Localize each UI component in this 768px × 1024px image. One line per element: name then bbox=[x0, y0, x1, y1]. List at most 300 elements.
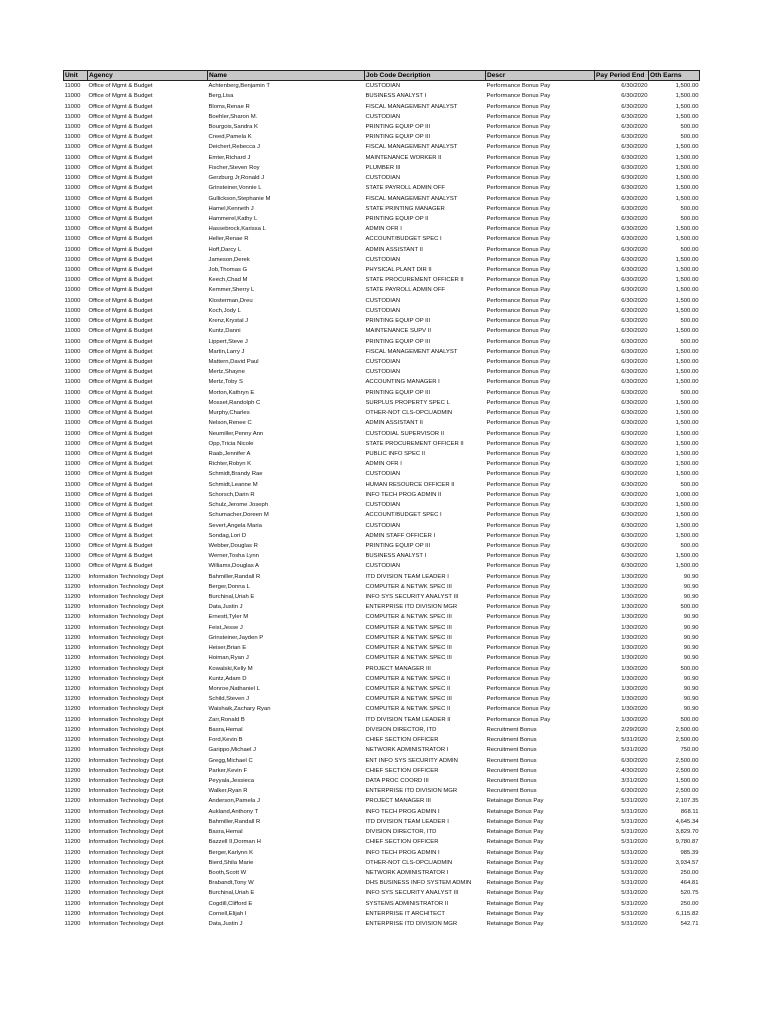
agency-cell[interactable]: Information Technology Dept bbox=[88, 604, 164, 611]
unit-cell[interactable]: 11000 bbox=[64, 215, 81, 222]
pay-period-end-cell[interactable]: 6/30/2020 bbox=[621, 267, 648, 274]
job-code-cell[interactable]: CUSTODIAN bbox=[365, 307, 401, 314]
unit-cell[interactable]: 11000 bbox=[64, 461, 81, 468]
pay-period-end-cell[interactable]: 3/31/2020 bbox=[621, 777, 648, 784]
name-cell[interactable]: Kowalski,Kelly M bbox=[208, 665, 253, 672]
descr-cell[interactable]: Performance Bonus Pay bbox=[486, 430, 551, 437]
descr-cell[interactable]: Performance Bonus Pay bbox=[486, 154, 551, 161]
name-cell[interactable]: Fischer,Steven Roy bbox=[208, 164, 260, 171]
oth-earns-cell[interactable]: 4,645.34 bbox=[675, 818, 699, 825]
agency-cell[interactable]: Office of Mgmt & Budget bbox=[88, 307, 153, 314]
name-cell[interactable]: Berg,Lisa bbox=[208, 93, 234, 100]
job-code-cell[interactable]: CUSTODIAN bbox=[365, 369, 401, 376]
job-code-cell[interactable]: CUSTODIAN bbox=[365, 359, 401, 366]
oth-earns-cell[interactable]: 1,500.00 bbox=[675, 379, 699, 386]
unit-cell[interactable]: 11000 bbox=[64, 410, 81, 417]
agency-cell[interactable]: Office of Mgmt & Budget bbox=[88, 389, 153, 396]
name-cell[interactable]: Aukland,Anthony T bbox=[208, 808, 259, 815]
descr-cell[interactable]: Performance Bonus Pay bbox=[486, 634, 551, 641]
unit-cell[interactable]: 11000 bbox=[64, 328, 81, 335]
agency-cell[interactable]: Information Technology Dept bbox=[88, 716, 164, 723]
unit-cell[interactable]: 11200 bbox=[64, 655, 81, 662]
pay-period-end-cell[interactable]: 5/31/2020 bbox=[621, 921, 648, 928]
name-cell[interactable]: Bourgois,Sandra K bbox=[208, 123, 258, 130]
job-code-cell[interactable]: COMPUTER & NETWK SPEC II bbox=[365, 675, 451, 682]
agency-cell[interactable]: Information Technology Dept bbox=[88, 675, 164, 682]
agency-cell[interactable]: Office of Mgmt & Budget bbox=[88, 369, 153, 376]
oth-earns-cell[interactable]: 90.90 bbox=[683, 696, 699, 703]
name-cell[interactable]: Cogdill,Clifford E bbox=[208, 900, 253, 907]
oth-earns-cell[interactable]: 90.90 bbox=[683, 594, 699, 601]
descr-cell[interactable]: Performance Bonus Pay bbox=[486, 175, 551, 182]
oth-earns-cell[interactable]: 1,500.00 bbox=[675, 471, 699, 478]
pay-period-end-cell[interactable]: 1/30/2020 bbox=[621, 706, 648, 713]
oth-earns-cell[interactable]: 90.90 bbox=[683, 573, 699, 580]
pay-period-end-cell[interactable]: 1/30/2020 bbox=[621, 645, 648, 652]
job-code-cell[interactable]: ADMIN OFR I bbox=[365, 461, 402, 468]
pay-period-end-cell[interactable]: 5/31/2020 bbox=[621, 829, 648, 836]
job-code-cell[interactable]: ADMIN OFR I bbox=[365, 226, 402, 233]
oth-earns-cell[interactable]: 2,500.00 bbox=[675, 757, 699, 764]
unit-cell[interactable]: 11000 bbox=[64, 307, 81, 314]
unit-cell[interactable]: 11200 bbox=[64, 645, 81, 652]
oth-earns-cell[interactable]: 500.00 bbox=[680, 665, 699, 672]
agency-cell[interactable]: Office of Mgmt & Budget bbox=[88, 359, 153, 366]
pay-period-end-cell[interactable]: 5/31/2020 bbox=[621, 859, 648, 866]
agency-cell[interactable]: Information Technology Dept bbox=[88, 757, 164, 764]
descr-cell[interactable]: Performance Bonus Pay bbox=[486, 420, 551, 427]
name-cell[interactable]: Lippert,Steve J bbox=[208, 338, 248, 345]
pay-period-end-cell[interactable]: 6/30/2020 bbox=[621, 399, 648, 406]
unit-cell[interactable]: 11200 bbox=[64, 777, 81, 784]
pay-period-end-cell[interactable]: 6/30/2020 bbox=[621, 287, 648, 294]
name-cell[interactable]: Hoff,Darcy L bbox=[208, 246, 242, 253]
name-cell[interactable]: Kuntz,Adam D bbox=[208, 675, 247, 682]
agency-cell[interactable]: Office of Mgmt & Budget bbox=[88, 491, 153, 498]
job-code-cell[interactable]: ENTERPRISE ITD DIVISION MGR bbox=[365, 921, 458, 928]
pay-period-end-cell[interactable]: 6/30/2020 bbox=[621, 532, 648, 539]
unit-cell[interactable]: 11200 bbox=[64, 849, 81, 856]
pay-period-end-cell[interactable]: 5/31/2020 bbox=[621, 808, 648, 815]
name-cell[interactable]: Burchinal,Uriah E bbox=[208, 594, 255, 601]
descr-cell[interactable]: Performance Bonus Pay bbox=[486, 256, 551, 263]
oth-earns-cell[interactable]: 9,780.87 bbox=[675, 839, 699, 846]
unit-cell[interactable]: 11000 bbox=[64, 481, 81, 488]
descr-cell[interactable]: Performance Bonus Pay bbox=[486, 706, 551, 713]
name-cell[interactable]: Heller,Renae R bbox=[208, 236, 249, 243]
agency-cell[interactable]: Office of Mgmt & Budget bbox=[88, 532, 153, 539]
descr-cell[interactable]: Performance Bonus Pay bbox=[486, 195, 551, 202]
oth-earns-cell[interactable]: 1,500.00 bbox=[675, 512, 699, 519]
unit-cell[interactable]: 11000 bbox=[64, 389, 81, 396]
name-cell[interactable]: Schumacher,Doreen M bbox=[208, 512, 269, 519]
unit-cell[interactable]: 11000 bbox=[64, 185, 81, 192]
job-code-cell[interactable]: STATE PRINTING MANAGER bbox=[365, 205, 445, 212]
oth-earns-cell[interactable]: 1,500.00 bbox=[675, 328, 699, 335]
agency-cell[interactable]: Office of Mgmt & Budget bbox=[88, 502, 153, 509]
agency-cell[interactable]: Information Technology Dept bbox=[88, 614, 164, 621]
agency-cell[interactable]: Information Technology Dept bbox=[88, 829, 164, 836]
oth-earns-cell[interactable]: 250.00 bbox=[680, 869, 699, 876]
pay-period-end-cell[interactable]: 6/30/2020 bbox=[621, 277, 648, 284]
name-cell[interactable]: Deichert,Rebecca J bbox=[208, 144, 260, 151]
unit-cell[interactable]: 11000 bbox=[64, 338, 81, 345]
descr-cell[interactable]: Performance Bonus Pay bbox=[486, 287, 551, 294]
pay-period-end-cell[interactable]: 6/30/2020 bbox=[621, 389, 648, 396]
descr-cell[interactable]: Performance Bonus Pay bbox=[486, 491, 551, 498]
descr-cell[interactable]: Performance Bonus Pay bbox=[486, 134, 551, 141]
oth-earns-cell[interactable]: 500.00 bbox=[680, 338, 699, 345]
descr-cell[interactable]: Performance Bonus Pay bbox=[486, 502, 551, 509]
oth-earns-cell[interactable]: 1,500.00 bbox=[675, 369, 699, 376]
unit-cell[interactable]: 11000 bbox=[64, 420, 81, 427]
job-code-cell[interactable]: INFO SYS SECURITY ANALYST III bbox=[365, 594, 459, 601]
oth-earns-cell[interactable]: 500.00 bbox=[680, 123, 699, 130]
name-cell[interactable]: Grinsteiner,Jayden P bbox=[208, 634, 264, 641]
descr-cell[interactable]: Performance Bonus Pay bbox=[486, 645, 551, 652]
descr-cell[interactable]: Performance Bonus Pay bbox=[486, 573, 551, 580]
descr-cell[interactable]: Performance Bonus Pay bbox=[486, 614, 551, 621]
job-code-cell[interactable]: ADMIN STAFF OFFICER I bbox=[365, 532, 436, 539]
name-cell[interactable]: Feist,Jesse J bbox=[208, 624, 243, 631]
descr-cell[interactable]: Performance Bonus Pay bbox=[486, 113, 551, 120]
name-cell[interactable]: Murphy,Charles bbox=[208, 410, 250, 417]
agency-cell[interactable]: Information Technology Dept bbox=[88, 900, 164, 907]
job-code-cell[interactable]: INFO TECH PROG ADMIN II bbox=[365, 491, 442, 498]
job-code-cell[interactable]: COMPUTER & NETWK SPEC III bbox=[365, 645, 452, 652]
name-cell[interactable]: Basra,Hemal bbox=[208, 829, 243, 836]
agency-cell[interactable]: Office of Mgmt & Budget bbox=[88, 440, 153, 447]
unit-cell[interactable]: 11000 bbox=[64, 205, 81, 212]
descr-cell[interactable]: Performance Bonus Pay bbox=[486, 481, 551, 488]
oth-earns-cell[interactable]: 1,500.00 bbox=[675, 277, 699, 284]
descr-cell[interactable]: Retainage Bonus Pay bbox=[486, 869, 544, 876]
unit-cell[interactable]: 11000 bbox=[64, 297, 81, 304]
pay-period-end-cell[interactable]: 6/30/2020 bbox=[621, 185, 648, 192]
job-code-cell[interactable]: ENT INFO SYS SECURITY ADMIN bbox=[365, 757, 458, 764]
oth-earns-cell[interactable]: 1,500.00 bbox=[675, 113, 699, 120]
name-cell[interactable]: Creed,Pamela K bbox=[208, 134, 252, 141]
descr-cell[interactable]: Performance Bonus Pay bbox=[486, 624, 551, 631]
descr-cell[interactable]: Performance Bonus Pay bbox=[486, 226, 551, 233]
col-header-agency[interactable]: Agency bbox=[88, 71, 208, 81]
descr-cell[interactable]: Performance Bonus Pay bbox=[486, 246, 551, 253]
pay-period-end-cell[interactable]: 6/30/2020 bbox=[621, 481, 648, 488]
unit-cell[interactable]: 11000 bbox=[64, 236, 81, 243]
job-code-cell[interactable]: MAINTENANCE WORKER II bbox=[365, 154, 442, 161]
unit-cell[interactable]: 11200 bbox=[64, 624, 81, 631]
agency-cell[interactable]: Information Technology Dept bbox=[88, 788, 164, 795]
job-code-cell[interactable]: COMPUTER & NETWK SPEC III bbox=[365, 655, 452, 662]
job-code-cell[interactable]: CUSTODIAN bbox=[365, 522, 401, 529]
pay-period-end-cell[interactable]: 5/31/2020 bbox=[621, 910, 648, 917]
oth-earns-cell[interactable]: 868.11 bbox=[680, 808, 699, 815]
pay-period-end-cell[interactable]: 6/30/2020 bbox=[621, 215, 648, 222]
oth-earns-cell[interactable]: 1,500.00 bbox=[675, 522, 699, 529]
unit-cell[interactable]: 11200 bbox=[64, 921, 81, 928]
agency-cell[interactable]: Information Technology Dept bbox=[88, 767, 164, 774]
pay-period-end-cell[interactable]: 6/30/2020 bbox=[621, 348, 648, 355]
descr-cell[interactable]: Performance Bonus Pay bbox=[486, 267, 551, 274]
agency-cell[interactable]: Office of Mgmt & Budget bbox=[88, 420, 153, 427]
job-code-cell[interactable]: STATE PROCUREMENT OFFICER II bbox=[365, 277, 464, 284]
agency-cell[interactable]: Office of Mgmt & Budget bbox=[88, 522, 153, 529]
unit-cell[interactable]: 11000 bbox=[64, 256, 81, 263]
name-cell[interactable]: Brabandt,Tony W bbox=[208, 880, 254, 887]
oth-earns-cell[interactable]: 520.75 bbox=[680, 890, 699, 897]
name-cell[interactable]: Nelson,Renee C bbox=[208, 420, 252, 427]
agency-cell[interactable]: Information Technology Dept bbox=[88, 808, 164, 815]
name-cell[interactable]: Sondag,Lori D bbox=[208, 532, 247, 539]
col-header-name[interactable]: Name bbox=[208, 71, 365, 81]
agency-cell[interactable]: Office of Mgmt & Budget bbox=[88, 144, 153, 151]
pay-period-end-cell[interactable]: 6/30/2020 bbox=[621, 123, 648, 130]
pay-period-end-cell[interactable]: 1/30/2020 bbox=[621, 634, 648, 641]
pay-period-end-cell[interactable]: 1/30/2020 bbox=[621, 583, 648, 590]
oth-earns-cell[interactable]: 500.00 bbox=[680, 134, 699, 141]
agency-cell[interactable]: Office of Mgmt & Budget bbox=[88, 379, 153, 386]
name-cell[interactable]: Neumiller,Penny Ann bbox=[208, 430, 264, 437]
descr-cell[interactable]: Performance Bonus Pay bbox=[486, 236, 551, 243]
job-code-cell[interactable]: INFO SYS SECURITY ANALYST III bbox=[365, 890, 459, 897]
pay-period-end-cell[interactable]: 6/30/2020 bbox=[621, 226, 648, 233]
name-cell[interactable]: Schulz,Jerome Joseph bbox=[208, 502, 269, 509]
name-cell[interactable]: Severt,Angela Maria bbox=[208, 522, 262, 529]
unit-cell[interactable]: 11200 bbox=[64, 686, 81, 693]
descr-cell[interactable]: Performance Bonus Pay bbox=[486, 123, 551, 130]
unit-cell[interactable]: 11000 bbox=[64, 440, 81, 447]
agency-cell[interactable]: Information Technology Dept bbox=[88, 624, 164, 631]
unit-cell[interactable]: 11200 bbox=[64, 808, 81, 815]
unit-cell[interactable]: 11000 bbox=[64, 430, 81, 437]
oth-earns-cell[interactable]: 2,500.00 bbox=[675, 788, 699, 795]
pay-period-end-cell[interactable]: 1/30/2020 bbox=[621, 614, 648, 621]
job-code-cell[interactable]: MAINTENANCE SUPV II bbox=[365, 328, 431, 335]
descr-cell[interactable]: Performance Bonus Pay bbox=[486, 553, 551, 560]
descr-cell[interactable]: Performance Bonus Pay bbox=[486, 215, 551, 222]
job-code-cell[interactable]: CUSTODIAN bbox=[365, 256, 401, 263]
pay-period-end-cell[interactable]: 6/30/2020 bbox=[621, 563, 648, 570]
descr-cell[interactable]: Performance Bonus Pay bbox=[486, 83, 551, 90]
job-code-cell[interactable]: INFO TECH PROG ADMIN I bbox=[365, 808, 440, 815]
job-code-cell[interactable]: CUSTODIAN bbox=[365, 113, 401, 120]
unit-cell[interactable]: 11000 bbox=[64, 471, 81, 478]
descr-cell[interactable]: Performance Bonus Pay bbox=[486, 369, 551, 376]
job-code-cell[interactable]: INFO TECH PROG ADMIN I bbox=[365, 849, 440, 856]
agency-cell[interactable]: Office of Mgmt & Budget bbox=[88, 399, 153, 406]
pay-period-end-cell[interactable]: 6/30/2020 bbox=[621, 103, 648, 110]
unit-cell[interactable]: 11000 bbox=[64, 348, 81, 355]
pay-period-end-cell[interactable]: 6/30/2020 bbox=[621, 450, 648, 457]
pay-period-end-cell[interactable]: 6/30/2020 bbox=[621, 440, 648, 447]
agency-cell[interactable]: Office of Mgmt & Budget bbox=[88, 256, 153, 263]
pay-period-end-cell[interactable]: 6/30/2020 bbox=[621, 338, 648, 345]
agency-cell[interactable]: Office of Mgmt & Budget bbox=[88, 103, 153, 110]
descr-cell[interactable]: Performance Bonus Pay bbox=[486, 307, 551, 314]
pay-period-end-cell[interactable]: 6/30/2020 bbox=[621, 461, 648, 468]
pay-period-end-cell[interactable]: 6/30/2020 bbox=[621, 154, 648, 161]
name-cell[interactable]: Garippo,Michael J bbox=[208, 747, 256, 754]
oth-earns-cell[interactable]: 500.00 bbox=[680, 389, 699, 396]
agency-cell[interactable]: Office of Mgmt & Budget bbox=[88, 205, 153, 212]
pay-period-end-cell[interactable]: 5/31/2020 bbox=[621, 900, 648, 907]
agency-cell[interactable]: Office of Mgmt & Budget bbox=[88, 328, 153, 335]
name-cell[interactable]: Opp,Tricia Nicole bbox=[208, 440, 254, 447]
descr-cell[interactable]: Recruitment Bonus bbox=[486, 767, 537, 774]
job-code-cell[interactable]: COMPUTER & NETWK SPEC III bbox=[365, 634, 452, 641]
agency-cell[interactable]: Office of Mgmt & Budget bbox=[88, 481, 153, 488]
col-header-descr[interactable]: Descr bbox=[486, 71, 595, 81]
job-code-cell[interactable]: PRINTING EQUIP OP III bbox=[365, 318, 431, 325]
agency-cell[interactable]: Office of Mgmt & Budget bbox=[88, 410, 153, 417]
pay-period-end-cell[interactable]: 6/30/2020 bbox=[621, 430, 648, 437]
oth-earns-cell[interactable]: 1,500.00 bbox=[675, 195, 699, 202]
oth-earns-cell[interactable]: 1,500.00 bbox=[675, 256, 699, 263]
agency-cell[interactable]: Information Technology Dept bbox=[88, 777, 164, 784]
oth-earns-cell[interactable]: 1,500.00 bbox=[675, 93, 699, 100]
agency-cell[interactable]: Information Technology Dept bbox=[88, 583, 164, 590]
name-cell[interactable]: Cornell,Elijah I bbox=[208, 910, 247, 917]
job-code-cell[interactable]: CHIEF SECTION OFFICER bbox=[365, 839, 439, 846]
oth-earns-cell[interactable]: 90.90 bbox=[683, 655, 699, 662]
job-code-cell[interactable]: BUSINESS ANALYST I bbox=[365, 93, 427, 100]
unit-cell[interactable]: 11000 bbox=[64, 154, 81, 161]
pay-period-end-cell[interactable]: 6/30/2020 bbox=[621, 410, 648, 417]
pay-period-end-cell[interactable]: 6/30/2020 bbox=[621, 236, 648, 243]
oth-earns-cell[interactable]: 500.00 bbox=[680, 205, 699, 212]
name-cell[interactable]: Basra,Hemal bbox=[208, 726, 243, 733]
unit-cell[interactable]: 11200 bbox=[64, 880, 81, 887]
pay-period-end-cell[interactable]: 6/30/2020 bbox=[621, 134, 648, 141]
pay-period-end-cell[interactable]: 4/30/2020 bbox=[621, 767, 648, 774]
name-cell[interactable]: Job,Thomas G bbox=[208, 267, 248, 274]
descr-cell[interactable]: Performance Bonus Pay bbox=[486, 655, 551, 662]
job-code-cell[interactable]: STATE PAYROLL ADMIN OFF bbox=[365, 287, 446, 294]
unit-cell[interactable]: 11000 bbox=[64, 144, 81, 151]
pay-period-end-cell[interactable]: 6/30/2020 bbox=[621, 256, 648, 263]
name-cell[interactable]: Hoiman,Ryan J bbox=[208, 655, 249, 662]
agency-cell[interactable]: Information Technology Dept bbox=[88, 910, 164, 917]
oth-earns-cell[interactable]: 3,934.57 bbox=[675, 859, 699, 866]
name-cell[interactable]: Ford,Kevin B bbox=[208, 737, 243, 744]
oth-earns-cell[interactable]: 1,000.00 bbox=[675, 491, 699, 498]
agency-cell[interactable]: Information Technology Dept bbox=[88, 890, 164, 897]
pay-period-end-cell[interactable]: 1/30/2020 bbox=[621, 675, 648, 682]
oth-earns-cell[interactable]: 1,500.00 bbox=[675, 267, 699, 274]
descr-cell[interactable]: Performance Bonus Pay bbox=[486, 359, 551, 366]
unit-cell[interactable]: 11000 bbox=[64, 113, 81, 120]
unit-cell[interactable]: 11200 bbox=[64, 675, 81, 682]
pay-period-end-cell[interactable]: 6/30/2020 bbox=[621, 83, 648, 90]
agency-cell[interactable]: Office of Mgmt & Budget bbox=[88, 348, 153, 355]
unit-cell[interactable]: 11200 bbox=[64, 900, 81, 907]
oth-earns-cell[interactable]: 1,500.00 bbox=[675, 563, 699, 570]
unit-cell[interactable]: 11200 bbox=[64, 798, 81, 805]
unit-cell[interactable]: 11000 bbox=[64, 134, 81, 141]
agency-cell[interactable]: Office of Mgmt & Budget bbox=[88, 246, 153, 253]
unit-cell[interactable]: 11200 bbox=[64, 665, 81, 672]
unit-cell[interactable]: 11200 bbox=[64, 818, 81, 825]
descr-cell[interactable]: Performance Bonus Pay bbox=[486, 328, 551, 335]
job-code-cell[interactable]: ENTERPRISE IT ARCHITECT bbox=[365, 910, 445, 917]
name-cell[interactable]: Monroe,Nathaniel L bbox=[208, 686, 260, 693]
name-cell[interactable]: Data,Justin J bbox=[208, 921, 243, 928]
agency-cell[interactable]: Office of Mgmt & Budget bbox=[88, 542, 153, 549]
job-code-cell[interactable]: PRINTING EQUIP OP III bbox=[365, 134, 431, 141]
pay-period-end-cell[interactable]: 6/30/2020 bbox=[621, 164, 648, 171]
job-code-cell[interactable]: HUMAN RESOURCE OFFICER II bbox=[365, 481, 455, 488]
descr-cell[interactable]: Retainage Bonus Pay bbox=[486, 808, 544, 815]
oth-earns-cell[interactable]: 90.90 bbox=[683, 634, 699, 641]
name-cell[interactable]: Mertz,Toby S bbox=[208, 379, 243, 386]
descr-cell[interactable]: Retainage Bonus Pay bbox=[486, 829, 544, 836]
name-cell[interactable]: Schmidt,Leanne M bbox=[208, 481, 258, 488]
agency-cell[interactable]: Office of Mgmt & Budget bbox=[88, 83, 153, 90]
agency-cell[interactable]: Office of Mgmt & Budget bbox=[88, 338, 153, 345]
job-code-cell[interactable]: CUSTODIAN bbox=[365, 502, 401, 509]
oth-earns-cell[interactable]: 1,500.00 bbox=[675, 185, 699, 192]
job-code-cell[interactable]: DIVISION DIRECTOR, ITD bbox=[365, 829, 437, 836]
name-cell[interactable]: Gregg,Michael C bbox=[208, 757, 253, 764]
pay-period-end-cell[interactable]: 6/30/2020 bbox=[621, 502, 648, 509]
col-header-unit[interactable]: Unit bbox=[64, 71, 88, 81]
unit-cell[interactable]: 11000 bbox=[64, 164, 81, 171]
agency-cell[interactable]: Office of Mgmt & Budget bbox=[88, 195, 153, 202]
name-cell[interactable]: Bloms,Renae R bbox=[208, 103, 250, 110]
agency-cell[interactable]: Office of Mgmt & Budget bbox=[88, 287, 153, 294]
name-cell[interactable]: Mertz,Shayne bbox=[208, 369, 245, 376]
oth-earns-cell[interactable]: 750.00 bbox=[680, 747, 699, 754]
job-code-cell[interactable]: NETWORK ADMINISTRATOR I bbox=[365, 869, 449, 876]
job-code-cell[interactable]: FISCAL MANAGEMENT ANALYST bbox=[365, 144, 458, 151]
descr-cell[interactable]: Recruitment Bonus bbox=[486, 737, 537, 744]
name-cell[interactable]: Schild,Steven J bbox=[208, 696, 250, 703]
agency-cell[interactable]: Office of Mgmt & Budget bbox=[88, 236, 153, 243]
descr-cell[interactable]: Recruitment Bonus bbox=[486, 747, 537, 754]
name-cell[interactable]: Achtenberg,Benjamin T bbox=[208, 83, 270, 90]
job-code-cell[interactable]: CUSTODIAN bbox=[365, 297, 401, 304]
unit-cell[interactable]: 11000 bbox=[64, 103, 81, 110]
unit-cell[interactable]: 11200 bbox=[64, 737, 81, 744]
descr-cell[interactable]: Recruitment Bonus bbox=[486, 777, 537, 784]
descr-cell[interactable]: Performance Bonus Pay bbox=[486, 471, 551, 478]
unit-cell[interactable]: 11200 bbox=[64, 910, 81, 917]
pay-period-end-cell[interactable]: 1/30/2020 bbox=[621, 594, 648, 601]
name-cell[interactable]: Mosset,Randolph C bbox=[208, 399, 261, 406]
name-cell[interactable]: Berger,Karlynn K bbox=[208, 849, 254, 856]
job-code-cell[interactable]: ITD DIVISION TEAM LEADER I bbox=[365, 573, 449, 580]
agency-cell[interactable]: Office of Mgmt & Budget bbox=[88, 164, 153, 171]
descr-cell[interactable]: Performance Bonus Pay bbox=[486, 348, 551, 355]
unit-cell[interactable]: 11200 bbox=[64, 604, 81, 611]
job-code-cell[interactable]: COMPUTER & NETWK SPEC III bbox=[365, 624, 452, 631]
oth-earns-cell[interactable]: 500.00 bbox=[680, 246, 699, 253]
job-code-cell[interactable]: ADMIN ASSISTANT II bbox=[365, 420, 423, 427]
job-code-cell[interactable]: PHYSICAL PLANT DIR II bbox=[365, 267, 432, 274]
agency-cell[interactable]: Office of Mgmt & Budget bbox=[88, 318, 153, 325]
oth-earns-cell[interactable]: 1,500.00 bbox=[675, 420, 699, 427]
name-cell[interactable]: Webber,Douglas R bbox=[208, 542, 258, 549]
agency-cell[interactable]: Office of Mgmt & Budget bbox=[88, 113, 153, 120]
pay-period-end-cell[interactable]: 6/30/2020 bbox=[621, 297, 648, 304]
agency-cell[interactable]: Information Technology Dept bbox=[88, 696, 164, 703]
oth-earns-cell[interactable]: 500.00 bbox=[680, 542, 699, 549]
pay-period-end-cell[interactable]: 6/30/2020 bbox=[621, 307, 648, 314]
descr-cell[interactable]: Retainage Bonus Pay bbox=[486, 890, 544, 897]
job-code-cell[interactable]: OTHER-NOT CLS-OPCL/ADMIN bbox=[365, 859, 453, 866]
unit-cell[interactable]: 11000 bbox=[64, 267, 81, 274]
agency-cell[interactable]: Information Technology Dept bbox=[88, 726, 164, 733]
